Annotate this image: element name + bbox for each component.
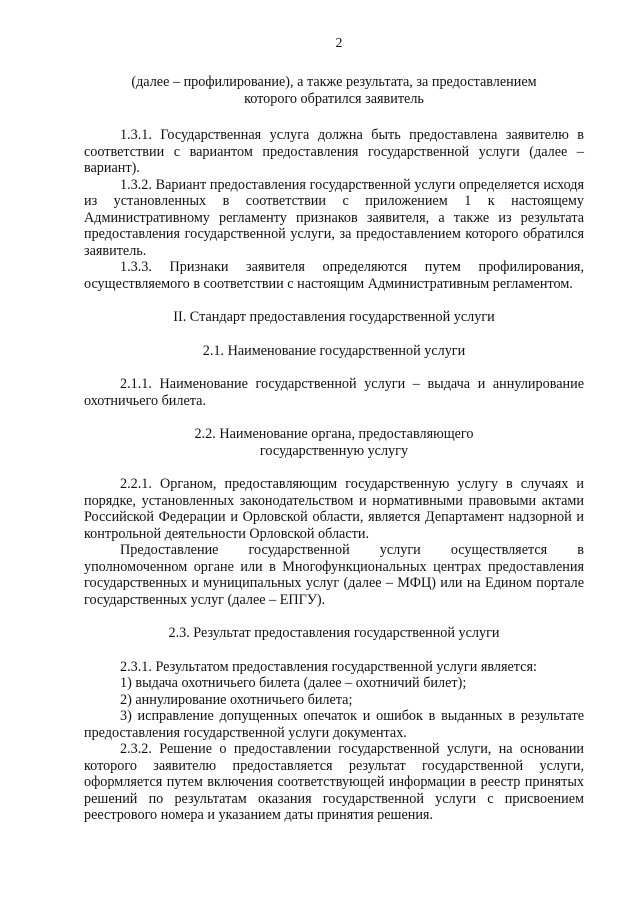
section-2-1-title: 2.1. Наименование государственной услуги [202,342,466,359]
section-2-2-title-line: 2.2. Наименование органа, предоставляющего [194,426,474,442]
paragraph-2-3-1: 2.3.1. Результатом предоставления государственной услуги является: [120,658,537,675]
section-2-3-title: 2.3. Результат предоставления государственной услуги [168,625,500,641]
paragraph-1-3-3: 1.3.3. Признаки заявителя определяются путем профилирования, осуществляемого в соответствии с настоящим Административным регламентом. [84,259,584,292]
paragraph-2-2-delivery: Предоставление государственной услуги осуществляется в уполномоченном органе или в Многофункциональных центрах предоставления государственных и муниципальных услуг (далее – МФЦ) или на Едином портале государственных услуг (далее – ЕПГУ). [84,542,584,608]
paragraph-2-2-1: 2.2.1. Органом, предоставляющим государственную услугу в случаях и порядке, установленных законодательством и нормативными правовыми актами Российской Федерации и Орловской области, является Департамент надзорной и контрольной деятельности Орловской области. [84,476,584,542]
section-2-title: II. Стандарт предоставления государственной услуги [173,309,495,325]
intro-heading-line: (далее – профилирование), а также результата, за предоставлением [131,74,537,90]
paragraph-2-1-1: 2.1.1. Наименование государственной услуги – выдача и аннулирование охотничьего билета. [84,376,584,409]
intro-heading [84,74,584,107]
list-item: 1) выдача охотничьего билета (далее – охотничий билет); [120,675,467,691]
section-2-2-title-line: государственную услугу [259,442,409,459]
list-item: 3) исправление допущенных опечаток и ошибок в выданных в результате предоставления государственной услуги документах. [84,708,584,741]
list-item: 2) аннулирование охотничьего билета; [120,691,353,708]
page-number: 2 [335,36,343,51]
paragraph-2-3-2: 2.3.2. Решение о предоставлении государственной услуги, на основании которого заявителю предоставляется результат государственной услуги, оформляется путем включения соответствующей информации в реестр принятых решений по результатам оказания государственной услуги с присвоением реестрового номера и указанием даты принятия решения. [84,741,584,823]
paragraph-1-3-1: 1.3.1. Государственная услуга должна быть предоставлена заявителю в соответствии с вариантом предоставления государственной услуги (далее – вариант). [84,127,584,176]
intro-heading-line: которого обратился заявитель [244,90,424,107]
section-2-2-title [84,426,584,459]
paragraph-1-3-2: 1.3.2. Вариант предоставления государственной услуги определяется исходя из установленных в соответствии с приложением 1 к настоящему Административному регламенту признаков заявителя, а также из результата предоставления государственной услуги, за предоставлением которого обратился заявитель. [84,176,584,259]
